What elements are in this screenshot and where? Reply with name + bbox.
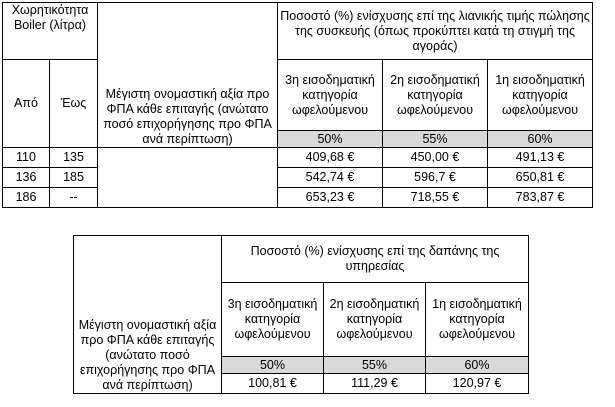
percentage-2: 55% — [383, 131, 488, 148]
row-2-value-3: 542,74 € — [278, 168, 383, 188]
value-2: 111,29 € — [324, 374, 426, 394]
percentage-1: 60% — [488, 131, 593, 148]
service-subsidy-table — [73, 235, 529, 394]
max-value-spacer — [98, 188, 278, 208]
row-3-to: -- — [50, 188, 98, 208]
percentage-header-2: Ποσοστό (%) ενίσχυσης επί της δαπάνης της υπηρεσίας — [222, 236, 529, 283]
row-2-value-2: 596,7 € — [383, 168, 488, 188]
row-1-to: 135 — [50, 148, 98, 168]
percentage-1: 60% — [426, 357, 529, 374]
percentage-3: 50% — [278, 131, 383, 148]
row-1-value-3: 409,68 € — [278, 148, 383, 168]
from-label: Από — [3, 60, 50, 148]
boiler-subsidy-table — [2, 2, 593, 208]
percentage-3: 50% — [222, 357, 324, 374]
row-2-to: 185 — [50, 168, 98, 188]
value-3: 100,81 € — [222, 374, 324, 394]
percentage-2: 55% — [324, 357, 426, 374]
max-value-spacer — [98, 168, 278, 188]
category-1: 1η εισοδηματική κατηγορία ωφελούμενου — [426, 283, 529, 357]
category-3: 3η εισοδηματική κατηγορία ωφελούμενου — [278, 60, 383, 131]
category-1: 1η εισοδηματική κατηγορία ωφελούμενου — [488, 60, 593, 131]
row-1-value-1: 491,13 € — [488, 148, 593, 168]
value-1: 120,97 € — [426, 374, 529, 394]
row-2-value-1: 650,81 € — [488, 168, 593, 188]
max-value-label: Μέγιστη ονομαστική αξία προ ΦΠΑ κάθε επιταγής (ανώτατο ποσό επιχορήγησης προ ΦΠΑ ανά περίπτωση) — [98, 3, 278, 148]
capacity-header: Χωρητικότητα Boiler (λίτρα) — [3, 3, 98, 60]
row-3-value-2: 718,55 € — [383, 188, 488, 208]
category-2: 2η εισοδηματική κατηγορία ωφελούμενου — [383, 60, 488, 131]
row-3-value-1: 783,87 € — [488, 188, 593, 208]
category-3: 3η εισοδηματική κατηγορία ωφελούμενου — [222, 283, 324, 357]
row-3-from: 186 — [3, 188, 50, 208]
percentage-header: Ποσοστό (%) ενίσχυσης επί της λιανικής τιμής πώλησης της συσκευής (όπως προκύπτει κατά τη στιγμή της αγοράς) — [278, 3, 593, 60]
category-2: 2η εισοδηματική κατηγορία ωφελούμενου — [324, 283, 426, 357]
row-3-value-3: 653,23 € — [278, 188, 383, 208]
row-1-value-2: 450,00 € — [383, 148, 488, 168]
max-value-label-2: Μέγιστη ονομαστική αξία προ ΦΠΑ κάθε επιταγής (ανώτατο ποσό επιχορήγησης προ ΦΠΑ ανά περίπτωση) — [74, 236, 222, 394]
max-value-spacer — [98, 148, 278, 168]
to-label: Έως — [50, 60, 98, 148]
row-2-from: 136 — [3, 168, 50, 188]
row-1-from: 110 — [3, 148, 50, 168]
